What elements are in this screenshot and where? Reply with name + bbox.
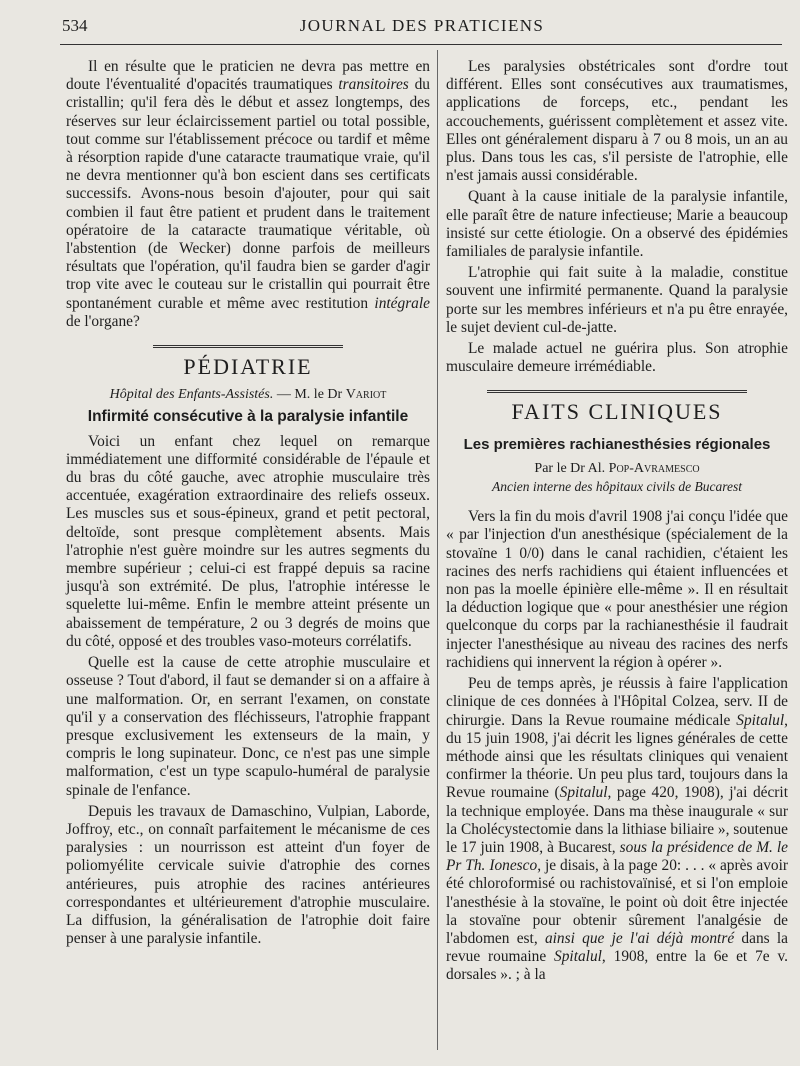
right-column: [446, 58, 788, 985]
intro-paragraph: [66, 58, 430, 331]
intro-text-2: du cristallin; qu'il fera dès le début et assez longtemps, des réserves sur leur éclaircissement partiel ou total possible, tout comme sur l'établissement précoce ou tardif et même à résorption rapide d'une cataracte traumatique vraie, qu'il ne devra mentionner qu'à bon escient dans ses certificats successifs. Avons-nous besoin d'ajouter, pour qui sait combien il faut être patient et prudent dans le traitement opératoire de la cataracte traumatique véritable, où l'abstention (de Wecker) donne parfois de meilleurs résultats que l'opération, qu'il faudra bien se garder d'agir trop vite avec le couteau sur le cristallin qui pourrait être spontanément curable et même avec restitution: [66, 76, 430, 312]
article-title-infirmite: Infirmité consécutive à la paralysie infantile: [87, 408, 409, 426]
intro-text-1: Il en résulte que le praticien ne devra pas mettre en doute l'éventualité d'opacités traumatiques: [66, 58, 430, 94]
page-number: 534: [62, 16, 88, 35]
intro-emphasis-2: intégrale: [374, 294, 430, 312]
hospital-name: Hôpital des Enfants-Assistés.: [109, 387, 274, 403]
left-column: [66, 58, 430, 948]
hospital-line: [66, 386, 430, 404]
text-run: dans la revue roumaine: [446, 929, 788, 966]
doctor-name: Variot: [345, 387, 387, 403]
paragraph: Quant à la cause initiale de la paralysie infantile, elle paraît être de nature infectieuse; Marie a beaucoup insisté sur cette étiologie. On a observé des épidémies familiales de paralysie infantile.: [446, 188, 788, 261]
text-run: , 1908, entre la 6e et 7e v. dorsales ». ; à la: [446, 948, 788, 984]
header-rule: [60, 44, 782, 45]
paragraph: Depuis les travaux de Damaschino, Vulpian, Laborde, Joffroy, etc., on connaît parfaitement le mécanisme de ces paralysies : un nourrisson est atteint d'un foyer de poliomyélite cervicale suivie d'atrophie des cornes antérieures, puis atrophie des racines antérieures correspondantes et ultérieurement d'atrophie musculaire. La diffusion, la généralisation de l'atrophie doit faire penser à une paralysie infantile.: [66, 802, 430, 948]
paragraph: Vers la fin du mois d'avril 1908 j'ai conçu l'idée que « par l'injection d'un anesthésique (spécialement de la stovaïne 1 0/0) dans le canal rachidien, c'étaient les racines des nerfs rachidiens qui étaient influencées et non pas la moelle épinière elle-même ». Il en résultait la déduction logique que « pour anesthésier une région quelconque du corps par la rachianesthésie il faudrait injecter l'anesthésique au niveau des racines des nerfs rachidiens qui innervent la région à opérer ».: [446, 508, 788, 671]
text-run: Peu de temps après, je réussis à faire l'application clinique de ces données à l'Hôpital Colzea, serv. II de chirurgie. Dans la Revue roumaine médicale: [446, 675, 788, 729]
section-title-faits-cliniques: FAITS CLINIQUES: [511, 399, 723, 425]
emphasis-run: Spitalul: [554, 948, 602, 966]
emphasis-run: sous la présidence de M. le Pr Th. Ionesco: [446, 838, 789, 875]
emphasis-run: Spitalul: [559, 784, 608, 802]
paragraph: Le malade actuel ne guérira plus. Son atrophie musculaire demeure irrémédiable.: [446, 340, 788, 376]
paragraph: L'atrophie qui fait suite à la maladie, constitue souvent une infirmité permanente. Quand la paralysie porte sur les membres inférieurs et n'a pu être enrayée, le sujet devient cul-de-jatte.: [446, 264, 788, 336]
hospital-dash: — M. le Dr: [273, 387, 346, 403]
intro-emphasis-1: transitoires: [338, 76, 409, 94]
byline-prefix: Par le Dr Al.: [534, 460, 609, 476]
author-affiliation: Ancien interne des hôpitaux civils de Bucarest: [492, 479, 742, 495]
text-run: , je disais, à la page 20: . . . « après avoir été chloroformisé ou rachistovaïnisé, et si l'on emploie l'anesthésie à la stovaïne, le point où doit être injectée la stovaïne pour obtenir sûrement l'analgésie de l'abdomen est,: [446, 857, 788, 947]
paragraph: Quelle est la cause de cette atrophie musculaire et osseuse ? Tout d'abord, il faut se demander si on a affaire à une malformation. Or, en serrant l'examen, on constate qu'il y a conservation des fléchisseurs, l'atrophie frappant presque exclusivement les extenseurs de la main, y compris le long supinateur. Donc, ce n'est pas une simple malformation, c'est un type scapulo-huméral de paralysie spinale de l'enfance.: [66, 654, 430, 799]
intro-text-3: de l'organe?: [66, 312, 140, 330]
text-run: , du 15 juin 1908, j'ai décrit les lignes générales de cette méthode ainsi que les résultats cliniques qui venaient confirmer la théorie. Un peu plus tard, toujours dans la Revue roumaine (: [446, 711, 788, 802]
article-title-rachianesthesies: Les premières rachianesthésies régionales: [463, 435, 771, 453]
author-name: Pop-Avramesco: [608, 460, 700, 476]
page-header: [62, 14, 782, 40]
section-title-pediatrie: PÉDIATRIE: [183, 354, 313, 380]
journal-title: JOURNAL DES PRATICIENS: [299, 16, 545, 35]
text-run: , page 420, 1908), j'ai décrit la technique employée. Dans ma thèse inaugurale « sur la Cholécystectomie dans la lithiase biliaire », soutenue le 17 juin 1908, à Bucarest,: [446, 784, 788, 856]
paragraph: Voici un enfant chez lequel on remarque immédiatement une difformité considérable de l'épaule et du bras du côté gauche, avec atrophie musculaire très accentuée, exagération extraordinaire des reliefs osseux. Les muscles sus et sous-épineux, grand et petit pectoral, deltoïde, sont presque complètement absents. Mais l'atrophie n'est guère moindre sur les autres segments du membre supérieur ; celui-ci est frappé depuis sa racine jusqu'à son extrémité. De plus, l'atrophie intéresse le squelette lui-même. Enfin le membre atteint présente un abaissement de température, 2 ou 3 degrés de moins que du côté, opposé et des troubles vaso-moteurs corrélatifs.: [66, 432, 430, 650]
paragraph: Les paralysies obstétricales sont d'ordre tout différent. Elles sont consécutives aux traumatismes, applications de forceps, etc., pendant les accouchements, guérissent complètement et assez vite. Elles ont généralement disparu à 7 ou 8 mois, un an au plus. Dans tous les cas, s'il persiste de l'atrophie, elle n'est jamais aussi considérable.: [446, 58, 788, 185]
section-rule: [153, 345, 343, 348]
byline: [446, 460, 788, 478]
column-divider: [437, 50, 438, 1050]
emphasis-run: ainsi que je l'ai déjà montré: [544, 929, 735, 947]
emphasis-run: Spitalul: [736, 711, 785, 729]
section-rule: [487, 390, 747, 393]
paragraph: [446, 675, 788, 984]
